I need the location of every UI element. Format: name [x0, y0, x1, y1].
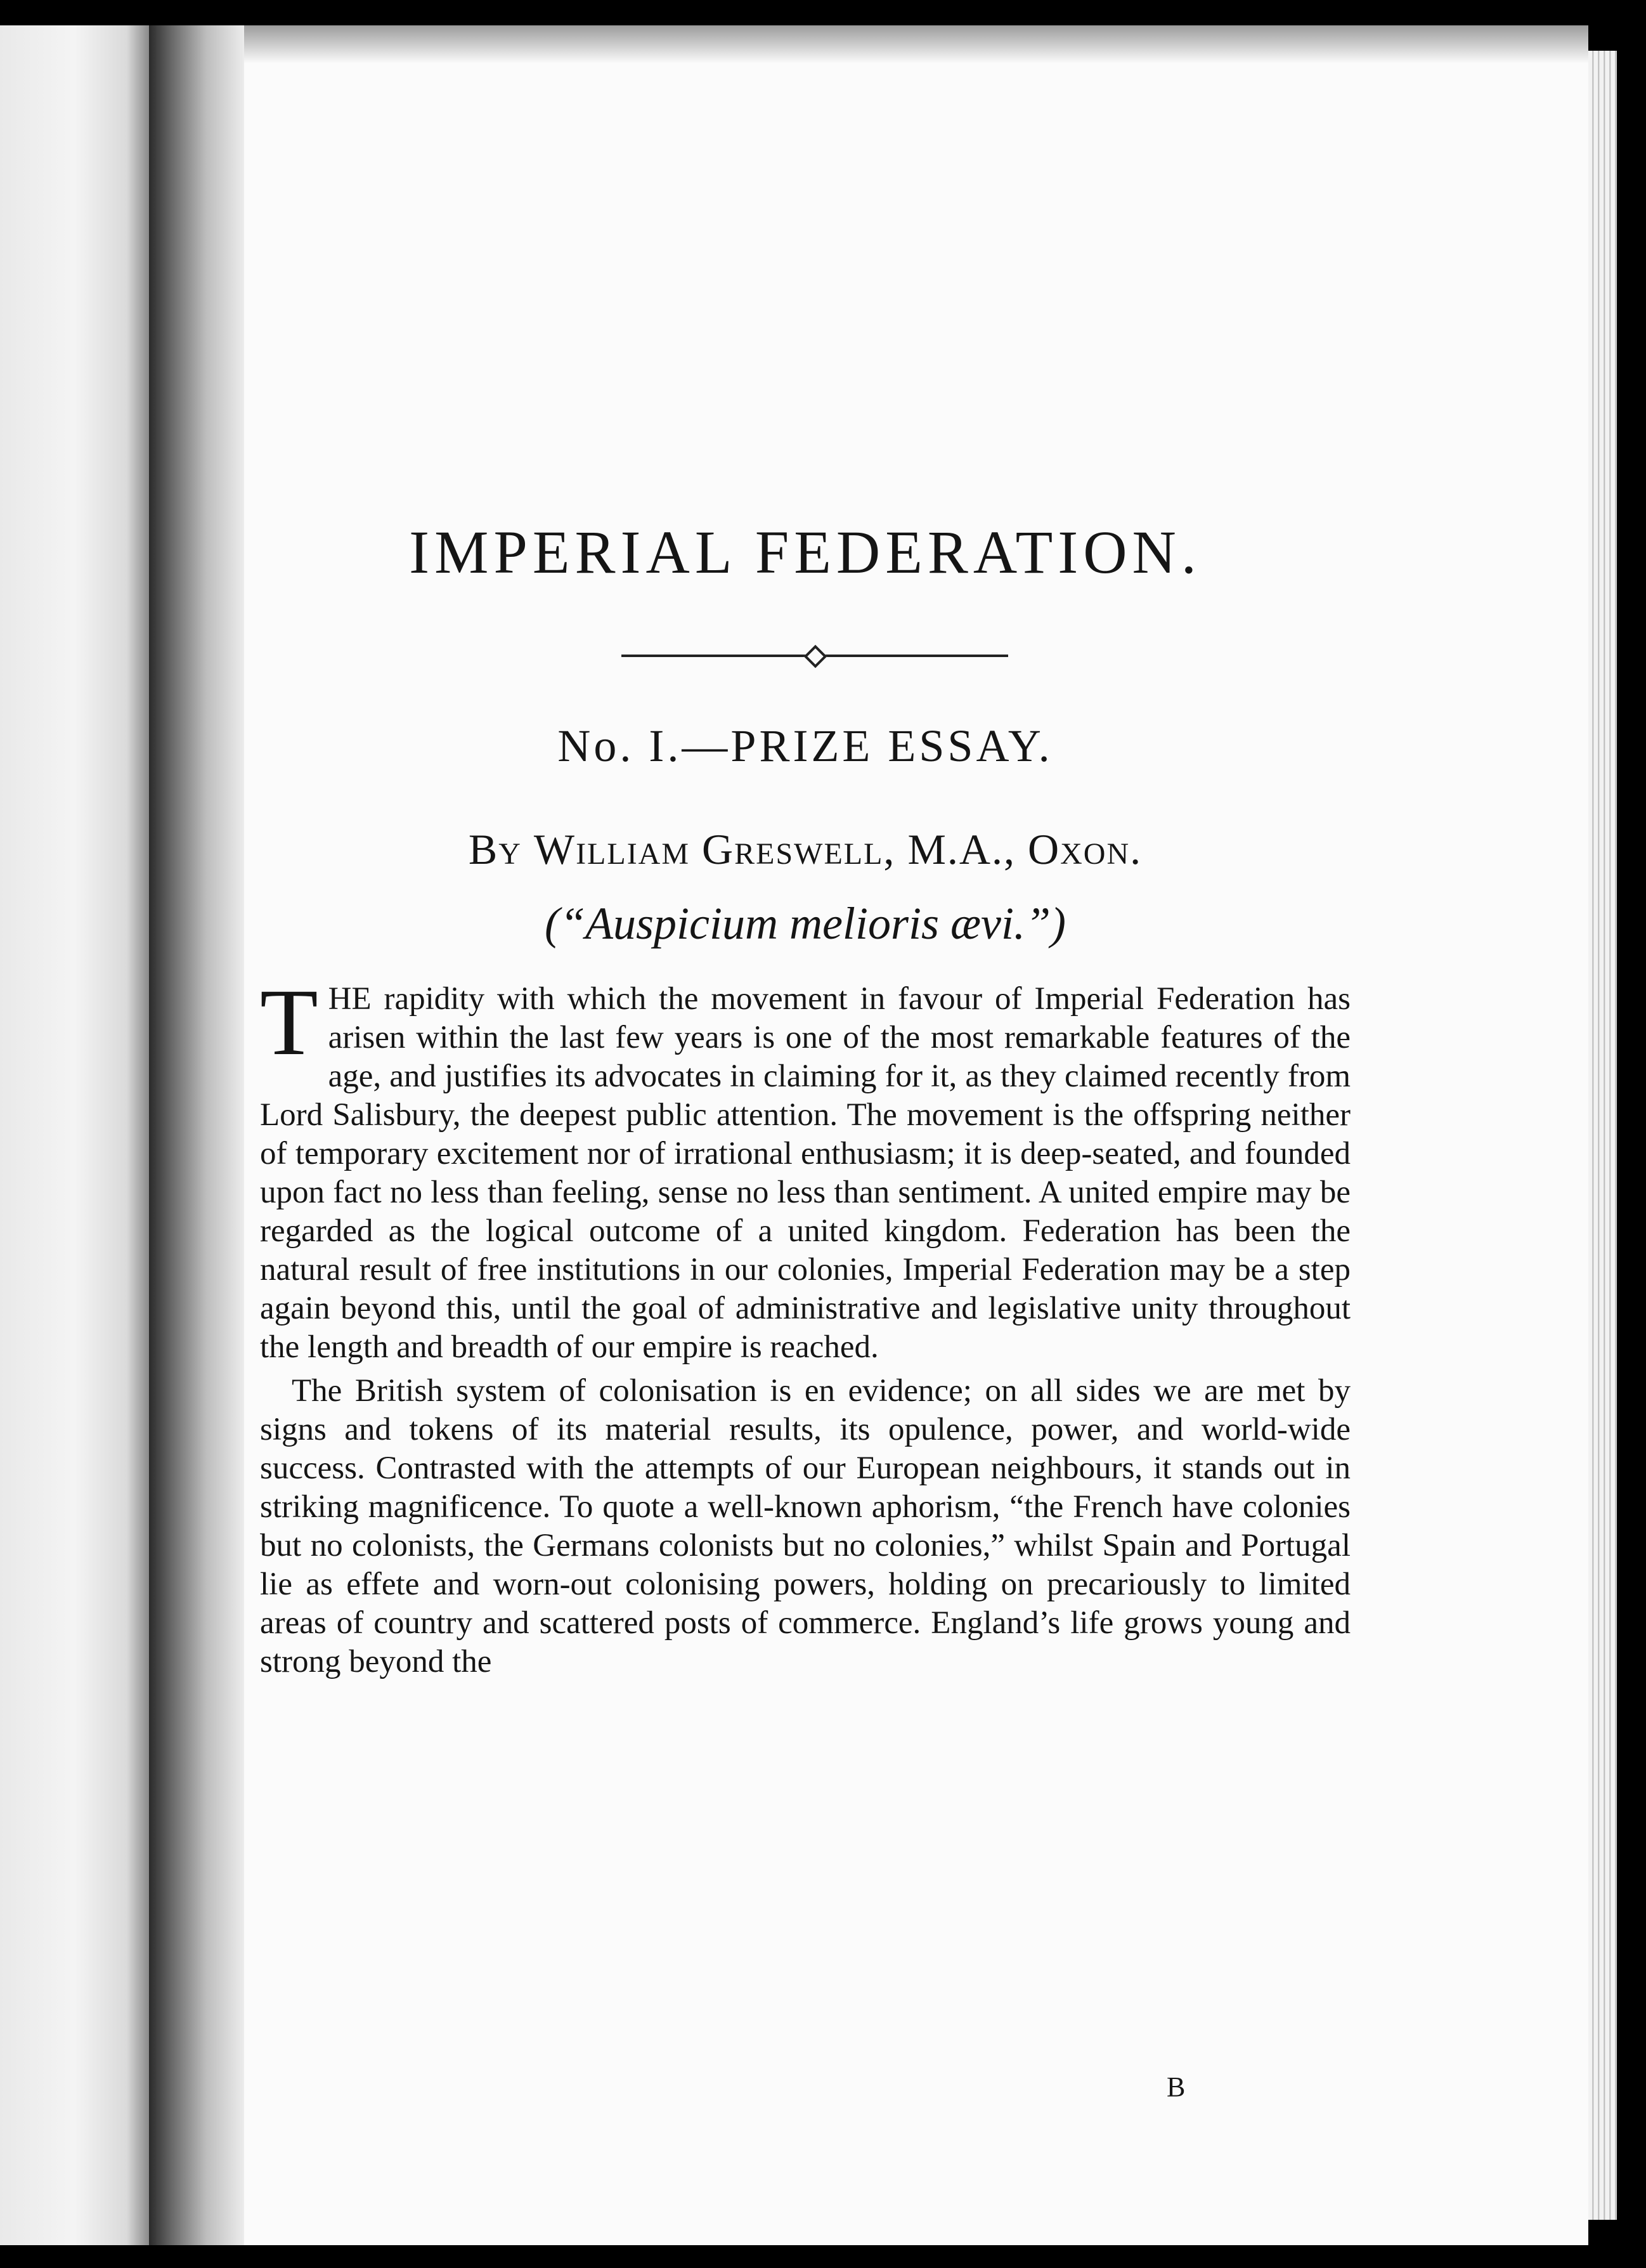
book-gutter	[149, 25, 244, 2245]
byline-place: Oxon.	[1028, 825, 1143, 873]
byline-degree: M.A.,	[907, 825, 1016, 873]
paragraph-2-text: The British system of colonisation is en evidence; on all sides we are met by signs and tokens of its material results, its opulence, power, and world-wide success. Contrasted with the attempts of our European neighbours, it stands out in striking magnificence. To quote a well-known aphorism, “the French have colonies but no colonists, the Germans colonists but no colonies,” whilst Spain and Portugal lie as effete and worn-out colonising powers, holding on precariously to limited areas of country and scattered posts of commerce. England’s life grows young and strong beyond the	[260, 1373, 1351, 1679]
paragraph-2	[260, 1372, 1351, 1681]
page-title: IMPERIAL FEDERATION.	[409, 518, 1202, 586]
left-page-edge	[0, 25, 149, 2245]
paragraph-1	[260, 970, 1351, 1367]
signature-mark: B	[1167, 2071, 1186, 2102]
latin-motto: (“Auspicium melioris ævi.”)	[545, 898, 1066, 949]
author-byline	[260, 824, 1351, 875]
essay-heading: No. I.—PRIZE ESSAY.	[557, 720, 1053, 771]
drop-cap: T	[260, 970, 318, 1075]
page-stack-edges	[1588, 51, 1617, 2220]
page-top-shadow	[244, 25, 1588, 63]
byline-by: By	[468, 825, 522, 873]
paragraph-1-text: HE rapidity with which the movement in favour of Imperial Federation has arisen within the last few years is one of the most remarkable features of the age, and justifies its advocates in claiming for it, as they claimed recently from Lord Salisbury, the deepest public attention. The movement is the offspring neither of temporary excitement nor of irrational enthusiasm; it is deep-seated, and founded upon fact no less than feeling, sense no less than sentiment. A united empire may be regarded as the logical outcome of a united kingdom. Federation has been the natural result of free institutions in our colonies, Imperial Federation may be a step again beyond this, until the goal of administrative and legislative unity throughout the length and breadth of our empire is reached.	[260, 981, 1351, 1365]
byline-author: William Greswell,	[533, 825, 896, 873]
essay-body	[260, 970, 1351, 1681]
